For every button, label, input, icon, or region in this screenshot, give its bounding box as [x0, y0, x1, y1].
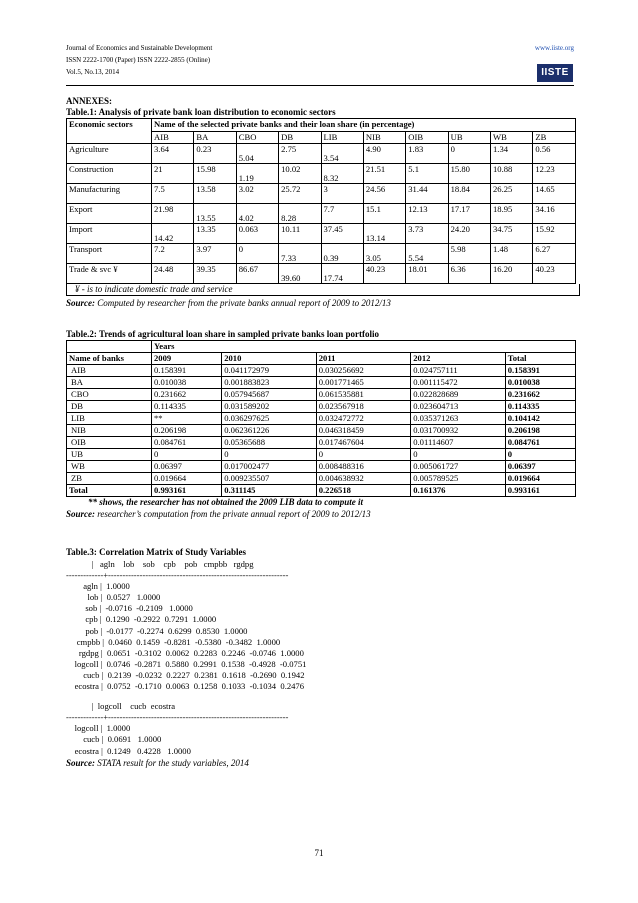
table2-value-cell: 0.008488316 [316, 461, 411, 473]
table2-value-cell: 0.019664 [505, 473, 575, 485]
table1-value-cell: 17.74 [321, 264, 363, 284]
table1-note: ¥ - is to indicate domestic trade and service [66, 284, 580, 296]
table1-bank-header: ZB [533, 132, 576, 144]
table2-value-cell: 0.032472772 [316, 413, 411, 425]
table1-value-cell: 15.92 [533, 224, 576, 244]
table1-value-cell: 5.98 [448, 244, 490, 264]
journal-title: Journal of Economics and Sustainable Development [66, 44, 213, 52]
table1-value-cell: 1.83 [406, 144, 448, 164]
table1-value-cell: 18.95 [491, 204, 533, 224]
table2-year-header: 2012 [411, 353, 506, 365]
table2-value-cell: 0.993161 [152, 485, 222, 497]
table1-value-cell: 3.02 [236, 184, 278, 204]
table2-value-cell: 0.010038 [152, 377, 222, 389]
table-row [67, 401, 576, 413]
table1-value-cell: 86.67 [236, 264, 278, 284]
table-row [67, 425, 576, 437]
table1-sector-cell: Export [67, 204, 152, 224]
table1-value-cell: 4.90 [363, 144, 405, 164]
table1-bank-header: WB [491, 132, 533, 144]
table1-value-cell: 5.04 [236, 144, 278, 164]
table2-bank-cell: OIB [67, 437, 152, 449]
table1-value-cell: 3.97 [194, 244, 236, 264]
table1-value-cell: 37.45 [321, 224, 363, 244]
table1-value-cell: 34.16 [533, 204, 576, 224]
table1-value-cell: 7.5 [152, 184, 194, 204]
table-row [67, 461, 576, 473]
table1-value-cell: 40.23 [533, 264, 576, 284]
matrix-line: rgdpg | 0.0651 -0.3102 0.0062 0.2283 0.2246 -0.0746 1.0000 [66, 647, 304, 658]
table1-value-cell: 21.51 [363, 164, 405, 184]
table-row [67, 144, 576, 164]
page-number: 71 [314, 848, 324, 858]
table-row [67, 264, 576, 284]
table2-bank-cell: UB [67, 449, 152, 461]
table2-value-cell: 0.993161 [505, 485, 575, 497]
table1-value-cell: 24.48 [152, 264, 194, 284]
table1-sector-cell: Import [67, 224, 152, 244]
table1-value-cell: 14.42 [152, 224, 194, 244]
table1-value-cell: 13.55 [194, 204, 236, 224]
table2-value-cell: 0.046318459 [316, 425, 411, 437]
matrix-line: ecostra | 0.0752 -0.1710 0.0063 0.1258 0.1033 -0.1034 0.2476 [66, 681, 305, 692]
table2-bank-cell: WB [67, 461, 152, 473]
table2-value-cell: 0.06397 [152, 461, 222, 473]
matrix-line: -------------+--------------------------------------------------------------- [66, 570, 289, 581]
table1-value-cell: 7.33 [279, 244, 321, 264]
table2-value-cell: 0.019664 [152, 473, 222, 485]
table2-value-cell: 0 [505, 449, 575, 461]
table1-value-cell: 5.1 [406, 164, 448, 184]
table1-value-cell: 12.13 [406, 204, 448, 224]
table2-bank-cell: NIB [67, 425, 152, 437]
table1-sector-cell: Trade & svc ¥ [67, 264, 152, 284]
table2-bank-cell: LIB [67, 413, 152, 425]
matrix-line: cucb | 0.2139 -0.0232 0.2227 0.2381 0.1618 -0.2690 0.1942 [66, 669, 305, 680]
table1-value-cell: 0 [448, 144, 490, 164]
table3-source: Source: STATA result for the study variables, 2014 [66, 757, 249, 768]
table2-value-cell: 0.001115472 [411, 377, 506, 389]
table1-bank-header: LIB [321, 132, 363, 144]
table1-value-cell: 40.23 [363, 264, 405, 284]
table2-value-cell: 0.231662 [505, 389, 575, 401]
table2-value-cell: 0.231662 [152, 389, 222, 401]
table2-value-cell: 0.084761 [152, 437, 222, 449]
table2-value-cell: 0.104142 [505, 413, 575, 425]
table1-value-cell: 3.64 [152, 144, 194, 164]
table1-bank-header: UB [448, 132, 490, 144]
table-row [67, 244, 576, 264]
table-row [67, 389, 576, 401]
table1-value-cell: 6.36 [448, 264, 490, 284]
table1-value-cell: 3 [321, 184, 363, 204]
table-row [67, 437, 576, 449]
table2-value-cell: 0.001883823 [222, 377, 317, 389]
matrix-line: agln | 1.0000 [66, 581, 130, 592]
table1-value-cell: 18.84 [448, 184, 490, 204]
table2-value-cell: 0.031700932 [411, 425, 506, 437]
table2-value-cell: 0.004638932 [316, 473, 411, 485]
table2-value-cell: 0.023604713 [411, 401, 506, 413]
table-row [67, 164, 576, 184]
table1-value-cell: 10.88 [491, 164, 533, 184]
table2-value-cell: 0.01114607 [411, 437, 506, 449]
table1-value-cell: 7.7 [321, 204, 363, 224]
table1-sector-cell: Construction [67, 164, 152, 184]
table2-value-cell: 0.005789525 [411, 473, 506, 485]
table2-years-header: Years [152, 341, 576, 353]
table1-value-cell: 2.75 [279, 144, 321, 164]
table2-value-cell: 0 [411, 449, 506, 461]
table1-value-cell: 5.54 [406, 244, 448, 264]
matrix-line: | agln lob sob cpb pob cmpbb rgdpg [66, 559, 254, 569]
table-row [67, 224, 576, 244]
table2-value-cell: 0.05365688 [222, 437, 317, 449]
table1-bank-header: CBO [236, 132, 278, 144]
table1-value-cell: 39.35 [194, 264, 236, 284]
table2-bank-cell: Total [67, 485, 152, 497]
table1-bank-header: OIB [406, 132, 448, 144]
matrix-line: ecostra | 0.1249 0.4228 1.0000 [66, 745, 191, 756]
table1-sector-cell: Agriculture [67, 144, 152, 164]
table1-value-cell: 4.02 [236, 204, 278, 224]
table1-value-cell: 26.25 [491, 184, 533, 204]
table-row [67, 365, 576, 377]
correlation-matrix-part2 [66, 701, 576, 756]
table1-value-cell: 15.98 [194, 164, 236, 184]
table1-value-cell: 0.063 [236, 224, 278, 244]
table1-value-cell: 12.23 [533, 164, 576, 184]
matrix-line: pob | -0.0177 -0.2274 0.6299 0.8530 1.0000 [66, 625, 248, 636]
table1-value-cell: 3.73 [406, 224, 448, 244]
table2-value-cell: ** [152, 413, 222, 425]
table1-value-cell: 3.54 [321, 144, 363, 164]
table1-value-cell: 18.01 [406, 264, 448, 284]
matrix-line: logcoll | 1.0000 [66, 723, 131, 734]
matrix-line: lob | 0.0527 1.0000 [66, 592, 161, 603]
table1-value-cell: 7.2 [152, 244, 194, 264]
table1 [66, 118, 576, 284]
table-row [67, 413, 576, 425]
table2-value-cell: 0.061535881 [316, 389, 411, 401]
table1-value-cell: 6.27 [533, 244, 576, 264]
table1-group-header: Name of the selected private banks and their loan share (in percentage) [152, 119, 576, 132]
table2-value-cell: 0.017467604 [316, 437, 411, 449]
table2-value-cell: 0.161376 [411, 485, 506, 497]
table2-value-cell: 0.022828689 [411, 389, 506, 401]
table3-section [66, 546, 576, 769]
table1-value-cell: 1.48 [491, 244, 533, 264]
table2-value-cell: 0.158391 [152, 365, 222, 377]
table1-value-cell: 21.98 [152, 204, 194, 224]
table1-value-cell: 24.20 [448, 224, 490, 244]
table1-sector-cell: Manufacturing [67, 184, 152, 204]
table2-value-cell: 0.017002477 [222, 461, 317, 473]
table2-value-cell: 0.057945687 [222, 389, 317, 401]
matrix-line: | logcoll cucb ecostra [66, 701, 176, 712]
table1-value-cell: 13.35 [194, 224, 236, 244]
table3-caption: Table.3: Correlation Matrix of Study Variables [66, 547, 247, 557]
table1-value-cell: 16.20 [491, 264, 533, 284]
table2-source: Source: researcher’s computation from the private annual report of 2009 to 2012/13 [66, 509, 371, 519]
table2-year-header: 2009 [152, 353, 222, 365]
table2-value-cell: 0.226518 [316, 485, 411, 497]
table2-value-cell: 0.084761 [505, 437, 575, 449]
table2-bank-cell: AIB [67, 365, 152, 377]
table2-value-cell: 0.031589202 [222, 401, 317, 413]
table2-value-cell: 0.009235507 [222, 473, 317, 485]
matrix-line: cpb | 0.1290 -0.2922 0.7291 1.0000 [66, 614, 217, 625]
matrix-line: cmpbb | 0.0460 0.1459 -0.8281 -0.5380 -0.3482 1.0000 [66, 636, 281, 647]
table-row [67, 449, 576, 461]
table1-value-cell: 8.28 [279, 204, 321, 224]
table2-bank-cell: DB [67, 401, 152, 413]
table1-bank-header: NIB [363, 132, 405, 144]
table1-value-cell: 1.19 [236, 164, 278, 184]
table2-value-cell: 0.024757111 [411, 365, 506, 377]
table2-value-cell: 0.030256692 [316, 365, 411, 377]
table2-value-cell: 0.062361226 [222, 425, 317, 437]
table2-year-header: 2011 [316, 353, 411, 365]
table1-value-cell: 21 [152, 164, 194, 184]
table2-value-cell: 0.06397 [505, 461, 575, 473]
table2-value-cell: 0.158391 [505, 365, 575, 377]
matrix-line: sob | -0.0716 -0.2109 1.0000 [66, 603, 193, 614]
table1-value-cell: 13.14 [363, 224, 405, 244]
journal-url[interactable]: www.iiste.org [534, 44, 574, 52]
table1-value-cell: 0.39 [321, 244, 363, 264]
table1-section [66, 96, 576, 310]
table1-value-cell: 15.80 [448, 164, 490, 184]
table2-note: ** shows, the researcher has not obtained the 2009 LIB data to compute it [88, 497, 364, 507]
table2-section [66, 328, 576, 520]
journal-header [66, 42, 574, 78]
table1-value-cell: 24.56 [363, 184, 405, 204]
table2-value-cell: 0 [316, 449, 411, 461]
table2-value-cell: 0 [152, 449, 222, 461]
table2-bank-cell: CBO [67, 389, 152, 401]
iiste-logo: IISTE [537, 64, 573, 82]
table1-value-cell: 34.75 [491, 224, 533, 244]
table1-value-cell: 17.17 [448, 204, 490, 224]
table-row [67, 184, 576, 204]
table2-value-cell: 0.114335 [505, 401, 575, 413]
table2-bank-cell: BA [67, 377, 152, 389]
annexes-heading: ANNEXES: [66, 96, 113, 106]
table2-value-cell: 0.114335 [152, 401, 222, 413]
table1-sector-cell: Transport [67, 244, 152, 264]
table2-value-cell: 0.036297625 [222, 413, 317, 425]
table1-value-cell: 10.02 [279, 164, 321, 184]
table1-value-cell: 31.44 [406, 184, 448, 204]
table2-value-cell: 0.041172979 [222, 365, 317, 377]
matrix-line: cucb | 0.0691 1.0000 [66, 734, 162, 745]
table1-bank-header: AIB [152, 132, 194, 144]
table2-year-header: Total [505, 353, 575, 365]
table-row [67, 204, 576, 224]
table1-value-cell: 0 [236, 244, 278, 264]
table2-value-cell: 0.311145 [222, 485, 317, 497]
table2-value-cell: 0.206198 [505, 425, 575, 437]
table2-value-cell: 0.206198 [152, 425, 222, 437]
table1-value-cell: 1.34 [491, 144, 533, 164]
table2-value-cell: 0.001771465 [316, 377, 411, 389]
table-row [67, 485, 576, 497]
table1-value-cell: 10.11 [279, 224, 321, 244]
table1-caption: Table.1: Analysis of private bank loan distribution to economic sectors [66, 107, 336, 117]
table1-value-cell: 8.32 [321, 164, 363, 184]
header-rule [66, 85, 574, 86]
journal-volume: Vol.5, No.13, 2014 [66, 68, 120, 76]
table1-value-cell: 0.56 [533, 144, 576, 164]
table2 [66, 340, 576, 497]
table2-bank-header: Name of banks [67, 353, 152, 365]
table2-caption: Table.2: Trends of agricultural loan share in sampled private banks loan portfolio [66, 329, 380, 339]
table1-bank-header: DB [279, 132, 321, 144]
matrix-line: logcoll | 0.0746 -0.2871 0.5880 0.2991 0.1538 -0.4928 -0.0751 [66, 658, 307, 669]
table2-value-cell: 0.035371263 [411, 413, 506, 425]
table1-value-cell: 14.65 [533, 184, 576, 204]
table1-sector-header: Economic sectors [67, 119, 152, 144]
table1-value-cell: 3.05 [363, 244, 405, 264]
table1-value-cell: 39.60 [279, 264, 321, 284]
table1-value-cell: 25.72 [279, 184, 321, 204]
matrix-line: -------------+--------------------------------------------------------------- [66, 712, 289, 723]
table1-value-cell: 15.1 [363, 204, 405, 224]
table2-value-cell: 0 [222, 449, 317, 461]
table1-value-cell: 0.23 [194, 144, 236, 164]
table1-value-cell: 13.58 [194, 184, 236, 204]
table2-value-cell: 0.010038 [505, 377, 575, 389]
table-row [67, 377, 576, 389]
table2-year-header: 2010 [222, 353, 317, 365]
table1-bank-header: BA [194, 132, 236, 144]
correlation-matrix-part1 [66, 559, 576, 692]
table2-bank-cell: ZB [67, 473, 152, 485]
table1-source: Source: Computed by researcher from the private banks annual report of 2009 to 2012/13 [66, 298, 391, 308]
journal-issn: ISSN 2222-1700 (Paper) ISSN 2222-2855 (Online) [66, 56, 211, 64]
table2-value-cell: 0.023567918 [316, 401, 411, 413]
table-row [67, 473, 576, 485]
table2-value-cell: 0.005061727 [411, 461, 506, 473]
